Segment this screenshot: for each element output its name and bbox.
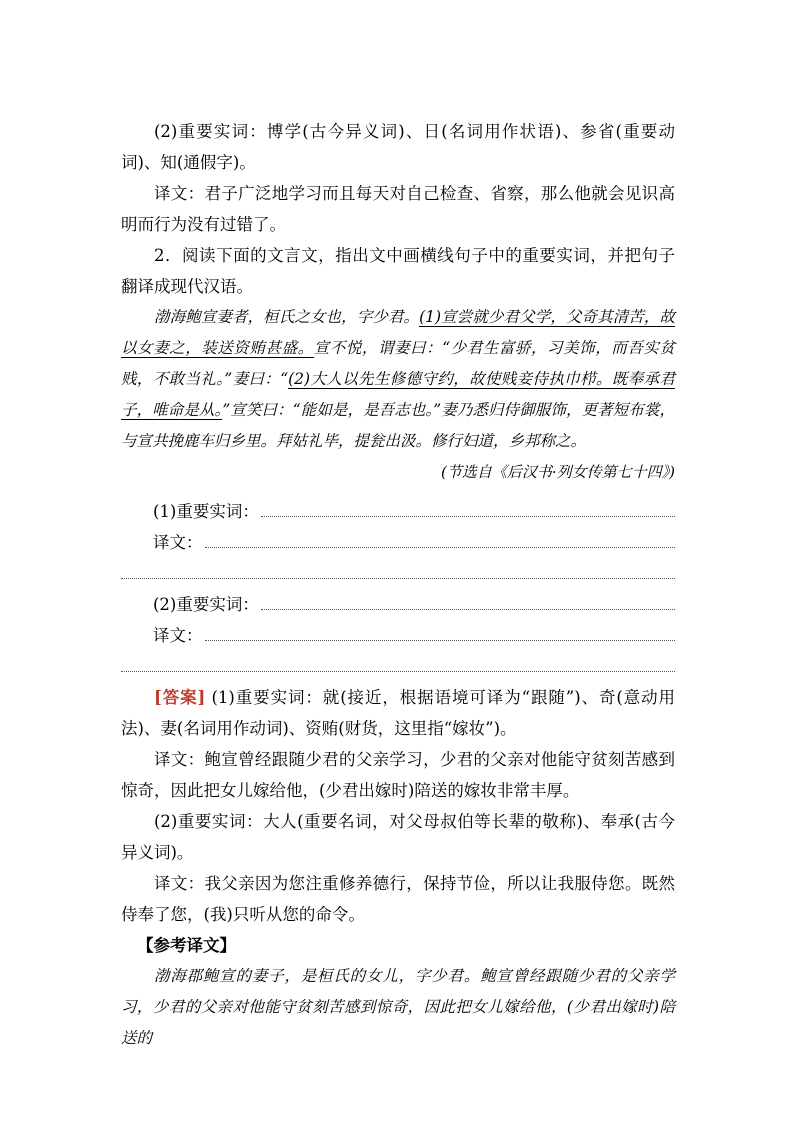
translation-line: 译文：君子广泛地学习而且每天对自己检查、省察，那么他就会见识高明而行为没有过错了。	[121, 184, 675, 234]
question-2-prompt: 2．阅读下面的文言文，指出文中画横线句子中的重要实词，并把句子翻译成现代汉语。	[121, 246, 675, 296]
reference-translation: 渤海郡鲍宣的妻子，是桓氏的女儿，字少君。鲍宣曾经跟随少君的父亲学习，少君的父亲对他能守贫刻苦感到惊奇，因此把女儿嫁给他，(少君出嫁时)陪送的	[121, 967, 675, 1047]
reference-heading: 【参考译文】	[137, 936, 236, 955]
blank-label: 译文：	[153, 626, 203, 645]
answer-1	[121, 682, 675, 744]
answer-blanks	[153, 494, 675, 556]
answer-1-translation: 译文：鲍宣曾经跟随少君的父亲学习，少君的父亲对他能守贫刻苦感到惊奇，因此把女儿嫁给他，(少君出嫁时)陪送的嫁妆非常丰厚。	[121, 750, 675, 800]
passage-text-1: 渤海鲍宣妻者，桓氏之女也，字少君。	[154, 308, 420, 326]
dotted-blank[interactable]	[261, 587, 675, 610]
blank-label: (1)重要实词：	[153, 502, 259, 521]
answer-tag: [答案]	[154, 688, 206, 707]
underlined-sentence-1: (1)宣尝就少君父学，父奇其清苦，故以女妻之，装送资贿甚盛。	[121, 308, 675, 357]
dotted-blank[interactable]	[205, 525, 676, 548]
blank-row-translation-1[interactable]	[153, 525, 675, 556]
important-words-line: (2)重要实词：博学(古今异义词)、日(名词用作状语)、参省(重要动词)、知(通假字)。	[121, 122, 675, 172]
blank-label: 译文：	[153, 533, 203, 552]
document-body	[121, 116, 675, 1054]
blank-row-words-2[interactable]	[153, 587, 675, 618]
underlined-sentence-2: (2)大人以先生修德守约，故使贱妾侍执巾栉。既奉承君子，唯命是从。	[121, 370, 675, 419]
dotted-blank[interactable]	[205, 618, 676, 641]
answer-1-text: (1)重要实词：就(接近，根据语境可译为“跟随”)、奇(意动用法)、妻(名词用作动词)、资贿(财货，这里指“嫁妆”)。	[121, 688, 675, 738]
passage-text-2: 宣不悦，谓妻曰：“少君生富骄，习美饰，而吾实贫贱，不敢当礼。”妻曰：“	[121, 339, 675, 388]
blank-row-translation-2[interactable]	[153, 618, 675, 649]
dotted-blank-full[interactable]	[121, 649, 675, 672]
classical-passage	[121, 302, 675, 457]
answer-blanks-2	[153, 587, 675, 649]
blank-label: (2)重要实词：	[153, 595, 259, 614]
passage-source: (节选自《后汉书·列女传第七十四》)	[441, 463, 675, 481]
answer-2: (2)重要实词：大人(重要名词，对父母叔伯等长辈的敬称)、奉承(古今异义词)。	[121, 812, 675, 862]
dotted-blank[interactable]	[261, 494, 675, 517]
blank-row-words-1[interactable]	[153, 494, 675, 525]
passage-text-3: ”宣笑曰：“能如是，是吾志也。”妻乃悉归侍御服饰，更著短布裳，与宣共挽鹿车归乡里。拜姑礼毕，提瓮出汲。修行妇道，乡邦称之。	[121, 401, 675, 450]
answer-2-translation: 译文：我父亲因为您注重修养德行，保持节俭，所以让我服侍您。既然侍奉了您，(我)只听从您的命令。	[121, 874, 675, 924]
dotted-blank-full[interactable]	[121, 556, 675, 579]
